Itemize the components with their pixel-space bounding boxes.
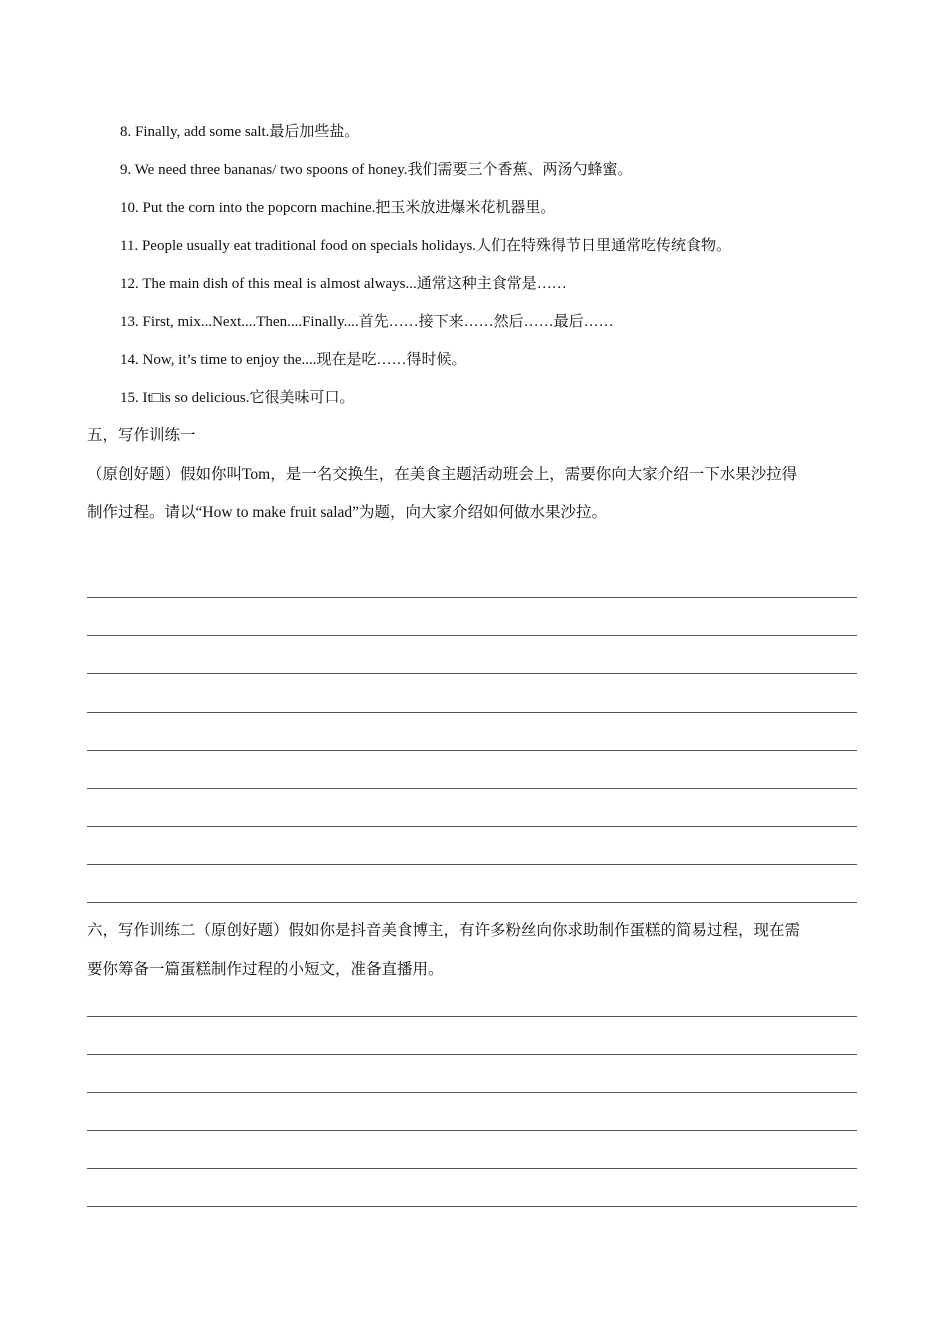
writing-line[interactable]: [87, 635, 857, 636]
writing-line[interactable]: [87, 788, 857, 789]
phrase-item: 8. Finally, add some salt.最后加些盐。: [120, 124, 360, 140]
writing-line[interactable]: [87, 597, 857, 598]
phrase-item: 14. Now, it’s time to enjoy the....现在是吃……得时候。: [120, 352, 467, 368]
phrase-item: 11. People usually eat traditional food on specials holidays.人们在特殊得节日里通常吃传统食物。: [120, 238, 732, 254]
phrase-item: 9. We need three bananas/ two spoons of honey.我们需要三个香蕉、两汤勺蜂蜜。: [120, 162, 633, 178]
phrase-item: 13. First, mix...Next....Then....Finally....首先……接下来……然后……最后……: [120, 314, 614, 330]
writing-line[interactable]: [87, 864, 857, 865]
section-6-prompt-line-2: 要你筹备一篇蛋糕制作过程的小短文，准备直播用。: [87, 961, 444, 978]
writing-line[interactable]: [87, 750, 857, 751]
writing-line[interactable]: [87, 826, 857, 827]
section-6-prompt-line-1: 六，写作训练二（原创好题）假如你是抖音美食博主，有许多粉丝向你求助制作蛋糕的简易过程，现在需: [87, 922, 801, 939]
writing-line[interactable]: [87, 673, 857, 674]
writing-line[interactable]: [87, 1168, 857, 1169]
section-5-prompt-line-1: （原创好题）假如你叫Tom，是一名交换生，在美食主题活动班会上，需要你向大家介绍一下水果沙拉得: [87, 466, 798, 483]
section-5-heading: 五，写作训练一: [87, 427, 196, 444]
phrase-item: 10. Put the corn into the popcorn machine.把玉米放进爆米花机器里。: [120, 200, 556, 216]
writing-line[interactable]: [87, 902, 857, 903]
writing-line[interactable]: [87, 1054, 857, 1055]
phrase-item: 15. It□is so delicious.它很美味可口。: [120, 390, 355, 406]
writing-line[interactable]: [87, 1206, 857, 1207]
writing-line[interactable]: [87, 1092, 857, 1093]
phrase-item: 12. The main dish of this meal is almost always...通常这种主食常是……: [120, 276, 567, 292]
writing-line[interactable]: [87, 1130, 857, 1131]
writing-line[interactable]: [87, 1016, 857, 1017]
writing-line[interactable]: [87, 712, 857, 713]
section-5-prompt-line-2: 制作过程。请以“How to make fruit salad”为题，向大家介绍如何做水果沙拉。: [87, 504, 608, 521]
